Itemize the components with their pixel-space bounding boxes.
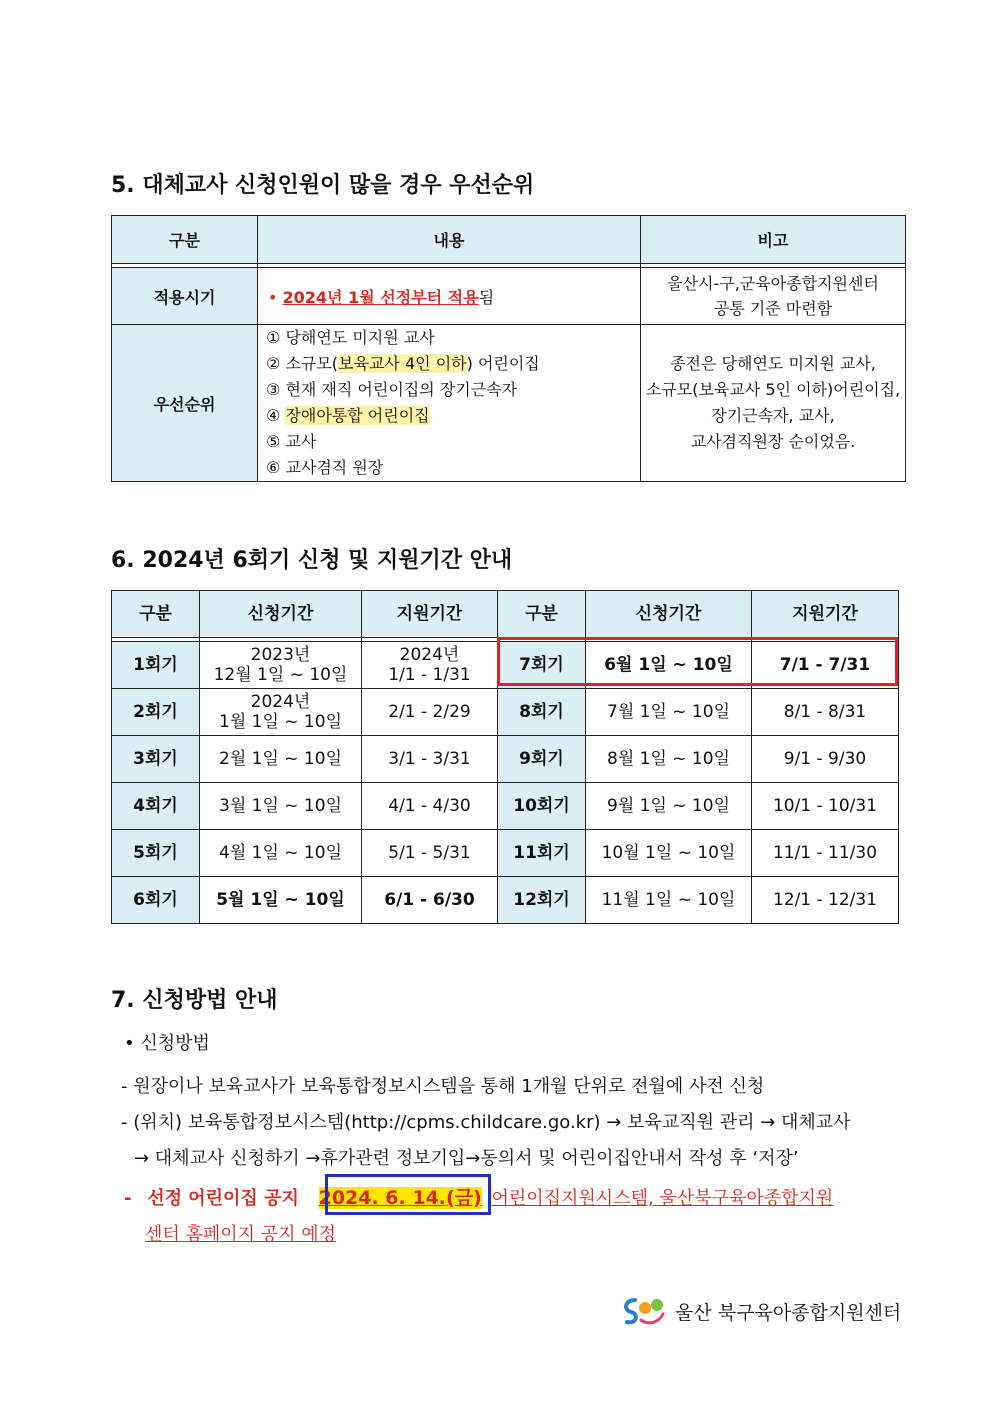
header-support-period: 지원기간	[362, 591, 498, 638]
notice-line-2: 센터 홈페이지 공지 예정	[145, 1224, 337, 1245]
header-round-2: 구분	[498, 591, 586, 638]
row-label-priority: 우선순위	[112, 325, 258, 482]
table-row: 1회기 2023년 12월 1일 ~ 10일 2024년 1/1 - 1/31 7회기 6월 1일 ~ 10일 7/1 - 7/31	[112, 642, 899, 689]
notice-rest: 어린이집지원시스템, 울산북구육아종합지원	[491, 1188, 834, 1209]
header-note: 비고	[641, 216, 906, 264]
priority-table	[111, 215, 906, 482]
apply-period-content: • 2024년 1월 선정부터 적용됨	[258, 268, 641, 325]
notice-date: 2024. 6. 14.(금)	[318, 1187, 482, 1209]
header-round: 구분	[112, 591, 200, 638]
row-label-apply-period: 적용시기	[112, 268, 258, 325]
priority-item: ② 소규모(보육교사 4인 이하) 어린이집	[266, 354, 540, 373]
current-round-highlight-box	[497, 637, 898, 686]
table-row: 5회기 4월 1일 ~ 10일 5/1 - 5/31 11회기 10월 1일 ~ 10일 11/1 - 11/30	[112, 830, 899, 877]
apply-period-note: 울산시-구,군육아종합지원센터 공통 기준 마련함	[641, 268, 906, 325]
notice-date-box	[325, 1174, 491, 1215]
priority-item: ④ 장애아통합 어린이집	[266, 406, 430, 425]
table-row: 2회기 2024년 1월 1일 ~ 10일 2/1 - 2/29 8회기 7월 1일 ~ 10일 8/1 - 8/31	[112, 689, 899, 736]
header-support-period-2: 지원기간	[752, 591, 899, 638]
notice-label: 선정 어린이집 공지	[147, 1188, 299, 1209]
header-apply-period-2: 신청기간	[586, 591, 752, 638]
notice-line: - 선정 어린이집 공지 2024. 6. 14.(금) 어린이집지원시스템, 울산북구육아종합지원	[124, 1187, 834, 1209]
priority-item: ① 당해연도 미지원 교사	[266, 328, 435, 347]
method-line-2: - (위치) 보육통합정보시스템(http://cpms.childcare.go.kr) → 보육교직원 관리 → 대체교사	[121, 1112, 851, 1133]
priority-item: ⑥ 교사겸직 원장	[266, 458, 384, 477]
priority-list	[258, 325, 641, 482]
section6-title: 6. 2024년 6회기 신청 및 지원기간 안내	[111, 548, 513, 573]
table-row: 6회기 5월 1일 ~ 10일 6/1 - 6/30 12회기 11월 1일 ~ 10일 12/1 - 12/31	[112, 877, 899, 924]
header-category: 구분	[112, 216, 258, 264]
header-content: 내용	[258, 216, 641, 264]
footer-logo	[621, 1294, 901, 1328]
table-row: 3회기 2월 1일 ~ 10일 3/1 - 3/31 9회기 8월 1일 ~ 10일 9/1 - 9/30	[112, 736, 899, 783]
section7-title: 7. 신청방법 안내	[111, 988, 278, 1013]
method-line-3: → 대체교사 신청하기 →휴가관련 정보기입→동의서 및 어린이집안내서 작성 후 ‘저장’	[134, 1148, 799, 1169]
method-line-1: - 원장이나 보육교사가 보육통합정보시스템을 통해 1개월 단위로 전월에 사전 신청	[121, 1076, 765, 1097]
org-logo-icon	[621, 1294, 667, 1328]
section5-title: 5. 대체교사 신청인원이 많을 경우 우선순위	[111, 173, 535, 198]
priority-item: ③ 현재 재직 어린이집의 장기근속자	[266, 380, 518, 399]
table-row: 4회기 3월 1일 ~ 10일 4/1 - 4/30 10회기 9월 1일 ~ 10일 10/1 - 10/31	[112, 783, 899, 830]
footer-org-name: 울산 북구육아종합지원센터	[675, 1301, 902, 1324]
apply-period-highlight: 2024년 1월 선정부터 적용	[282, 287, 479, 307]
priority-note: 종전은 당해연도 미지원 교사, 소규모(보육교사 5인 이하)어린이집, 장기근속자, 교사, 교사겸직원장 순이었음.	[641, 325, 906, 482]
method-bullet: • 신청방법	[124, 1033, 210, 1054]
header-apply-period: 신청기간	[200, 591, 362, 638]
priority-item: ⑤ 교사	[266, 432, 317, 451]
